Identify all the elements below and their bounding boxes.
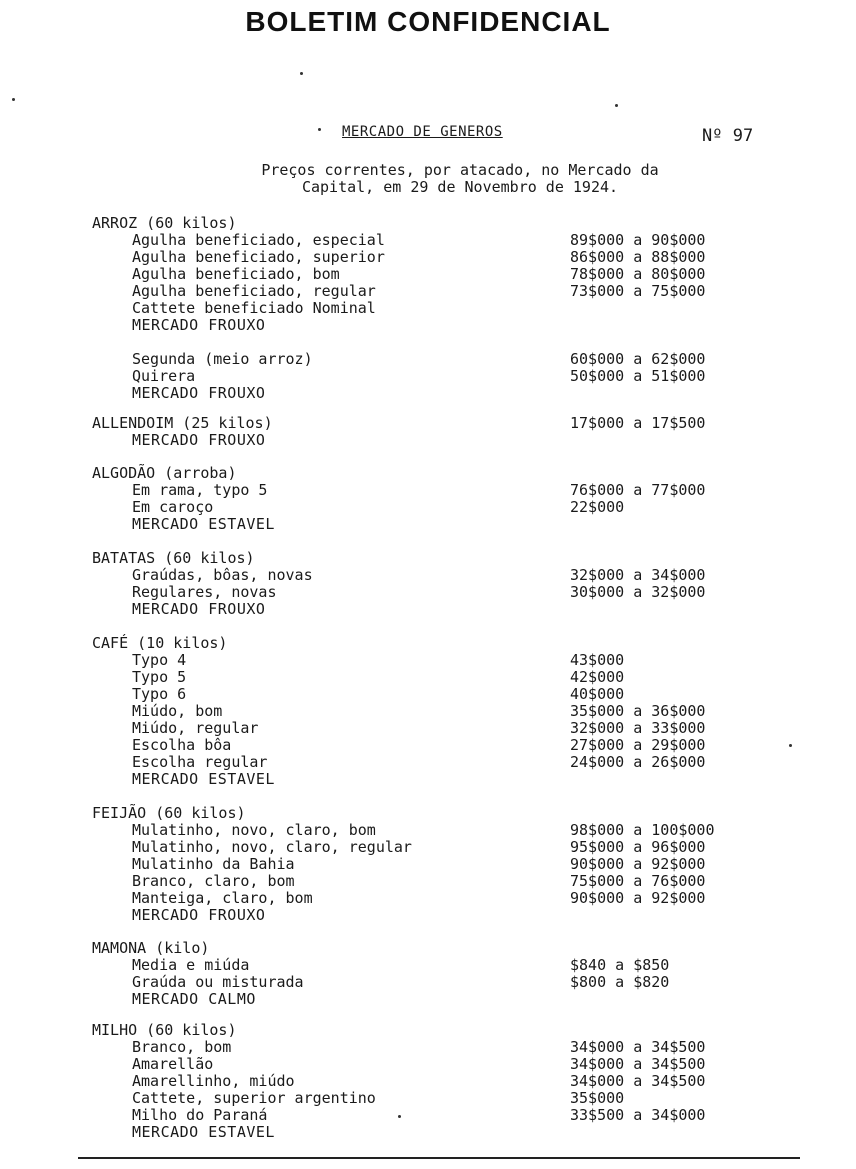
market-status — [0, 991, 856, 1008]
price-row — [0, 266, 856, 283]
bulletin-number: Nº 97 — [702, 126, 754, 146]
price-row — [0, 1073, 856, 1090]
item-price: 73$000 a 75$000 — [570, 282, 706, 300]
price-row — [0, 499, 856, 516]
item-label: MERCADO CALMO — [132, 990, 256, 1008]
item-label: Segunda (meio arroz) — [132, 350, 313, 368]
item-label: Quirera — [132, 367, 196, 385]
item-label: Escolha bôa — [132, 736, 232, 754]
commodity-name: ALLENDOIM (25 kilos) — [92, 414, 273, 432]
item-label: Escolha regular — [132, 753, 268, 771]
price-row — [0, 1039, 856, 1056]
commodity-name: MILHO (60 kilos) — [92, 1021, 237, 1039]
market-status — [0, 432, 856, 449]
commodity-group — [0, 635, 856, 788]
item-price: 89$000 a 90$000 — [570, 231, 706, 249]
price-row — [0, 584, 856, 601]
item-label: Miúdo, regular — [132, 719, 259, 737]
item-label: Mulatinho, novo, claro, bom — [132, 821, 376, 839]
item-price: 76$000 a 77$000 — [570, 481, 706, 499]
item-price: 86$000 a 88$000 — [570, 248, 706, 266]
item-price: 90$000 a 92$000 — [570, 855, 706, 873]
price-row — [0, 686, 856, 703]
price-row — [0, 839, 856, 856]
item-label: Manteiga, claro, bom — [132, 889, 313, 907]
item-label: Miúdo, bom — [132, 702, 223, 720]
item-label: Regulares, novas — [132, 583, 277, 601]
price-row — [0, 283, 856, 300]
item-price: 24$000 a 26$000 — [570, 753, 706, 771]
item-price: 30$000 a 32$000 — [570, 583, 706, 601]
item-price: 78$000 a 80$000 — [570, 265, 706, 283]
item-price: $800 a $820 — [570, 973, 670, 991]
commodity-header — [0, 215, 856, 232]
market-status — [0, 1124, 856, 1141]
commodity-header — [0, 635, 856, 652]
commodity-group — [0, 215, 856, 402]
section-title: MERCADO DE GENEROS — [342, 124, 503, 140]
market-status — [0, 907, 856, 924]
item-label: Amarellinho, miúdo — [132, 1072, 295, 1090]
commodity-header — [0, 1022, 856, 1039]
price-row — [0, 351, 856, 368]
paper-speck — [615, 104, 618, 107]
commodity-group — [0, 805, 856, 924]
price-row — [0, 232, 856, 249]
item-price: $840 a $850 — [570, 956, 670, 974]
paper-speck — [12, 98, 15, 101]
item-price: 50$000 a 51$000 — [570, 367, 706, 385]
item-label: Graúdas, bôas, novas — [132, 566, 313, 584]
price-row — [0, 754, 856, 771]
item-price: 32$000 a 34$000 — [570, 566, 706, 584]
price-row — [0, 1090, 856, 1107]
item-label: Branco, claro, bom — [132, 872, 295, 890]
item-price: 34$000 a 34$500 — [570, 1072, 706, 1090]
commodity-name: ALGODÃO (arroba) — [92, 464, 237, 482]
price-row — [0, 822, 856, 839]
subtitle-line-2: Capital, em 29 de Novembro de 1924. — [301, 178, 619, 196]
item-price: 32$000 a 33$000 — [570, 719, 706, 737]
commodity-name: MAMONA (kilo) — [92, 939, 210, 957]
bottom-rule — [78, 1157, 800, 1159]
subtitle-line-1: Preços correntes, por atacado, no Mercado da — [261, 161, 659, 179]
price-row — [0, 249, 856, 266]
item-label: MERCADO FROUXO — [132, 600, 266, 618]
item-label: MERCADO FROUXO — [132, 431, 266, 449]
item-label: Mulatinho, novo, claro, regular — [132, 838, 412, 856]
item-label: Mulatinho da Bahia — [132, 855, 295, 873]
item-price: 35$000 a 36$000 — [570, 702, 706, 720]
item-price: 98$000 a 100$000 — [570, 821, 715, 839]
item-price: 75$000 a 76$000 — [570, 872, 706, 890]
price-row — [0, 720, 856, 737]
commodity-header — [0, 415, 856, 432]
item-price: 34$000 a 34$500 — [570, 1055, 706, 1073]
item-price: 34$000 a 34$500 — [570, 1038, 706, 1056]
market-status — [0, 771, 856, 788]
price-row — [0, 1107, 856, 1124]
item-label: Cattete, superior argentino — [132, 1089, 376, 1107]
item-label: Agulha beneficiado, regular — [132, 282, 376, 300]
price-row — [0, 974, 856, 991]
price-row — [0, 368, 856, 385]
market-status — [0, 601, 856, 618]
item-label: Amarellão — [132, 1055, 214, 1073]
item-price: 95$000 a 96$000 — [570, 838, 706, 856]
item-label: Typo 5 — [132, 668, 187, 686]
price-row — [0, 334, 856, 351]
commodity-name: BATATAS (60 kilos) — [92, 549, 255, 567]
item-price: 40$000 — [570, 685, 625, 703]
item-label: Typo 4 — [132, 651, 187, 669]
item-label: Em rama, typo 5 — [132, 481, 268, 499]
commodity-group — [0, 1022, 856, 1141]
price-row — [0, 482, 856, 499]
paper-speck — [300, 72, 303, 75]
item-label: Media e miúda — [132, 956, 250, 974]
commodity-header — [0, 805, 856, 822]
item-price: 90$000 a 92$000 — [570, 889, 706, 907]
item-label: MERCADO ESTAVEL — [132, 770, 275, 788]
item-price: 33$500 a 34$000 — [570, 1106, 706, 1124]
item-price: 42$000 — [570, 668, 625, 686]
price-row — [0, 703, 856, 720]
paper-speck — [318, 128, 321, 131]
item-label: Branco, bom — [132, 1038, 232, 1056]
market-status — [0, 317, 856, 334]
price-row — [0, 856, 856, 873]
item-label: Cattete beneficiado Nominal — [132, 299, 376, 317]
item-label: MERCADO ESTAVEL — [132, 515, 275, 533]
item-price: 22$000 — [570, 498, 625, 516]
item-price: 35$000 — [570, 1089, 625, 1107]
price-row — [0, 873, 856, 890]
price-row — [0, 1056, 856, 1073]
commodity-header — [0, 550, 856, 567]
item-label: Milho do Paraná — [132, 1106, 268, 1124]
price-row — [0, 737, 856, 754]
price-row — [0, 669, 856, 686]
item-label: MERCADO FROUXO — [132, 906, 266, 924]
item-price: 43$000 — [570, 651, 625, 669]
item-label: Em caroço — [132, 498, 214, 516]
commodity-group — [0, 465, 856, 533]
page-headline: BOLETIM CONFIDENCIAL — [245, 6, 611, 37]
item-label: Agulha beneficiado, especial — [132, 231, 385, 249]
commodity-header — [0, 940, 856, 957]
commodity-group — [0, 415, 856, 449]
subtitle — [200, 162, 720, 196]
item-label: Graúda ou misturada — [132, 973, 304, 991]
item-label: Typo 6 — [132, 685, 187, 703]
item-price: 27$000 a 29$000 — [570, 736, 706, 754]
item-label: Agulha beneficiado, bom — [132, 265, 340, 283]
item-label: MERCADO FROUXO — [132, 316, 266, 334]
item-label: Agulha beneficiado, superior — [132, 248, 385, 266]
item-label: MERCADO ESTAVEL — [132, 1123, 275, 1141]
paper-speck — [398, 1115, 401, 1118]
price-row — [0, 957, 856, 974]
price-row — [0, 567, 856, 584]
commodity-name: ARROZ (60 kilos) — [92, 214, 237, 232]
price-row — [0, 652, 856, 669]
paper-speck — [789, 744, 792, 747]
price-row — [0, 890, 856, 907]
commodity-header — [0, 465, 856, 482]
commodity-price: 17$000 a 17$500 — [570, 414, 706, 432]
item-price: 60$000 a 62$000 — [570, 350, 706, 368]
commodity-group — [0, 940, 856, 1008]
market-status — [0, 516, 856, 533]
item-label: MERCADO FROUXO — [132, 384, 266, 402]
commodity-name: FEIJÃO (60 kilos) — [92, 804, 246, 822]
price-row — [0, 300, 856, 317]
commodity-group — [0, 550, 856, 618]
commodity-name: CAFÉ (10 kilos) — [92, 634, 228, 652]
market-status — [0, 385, 856, 402]
